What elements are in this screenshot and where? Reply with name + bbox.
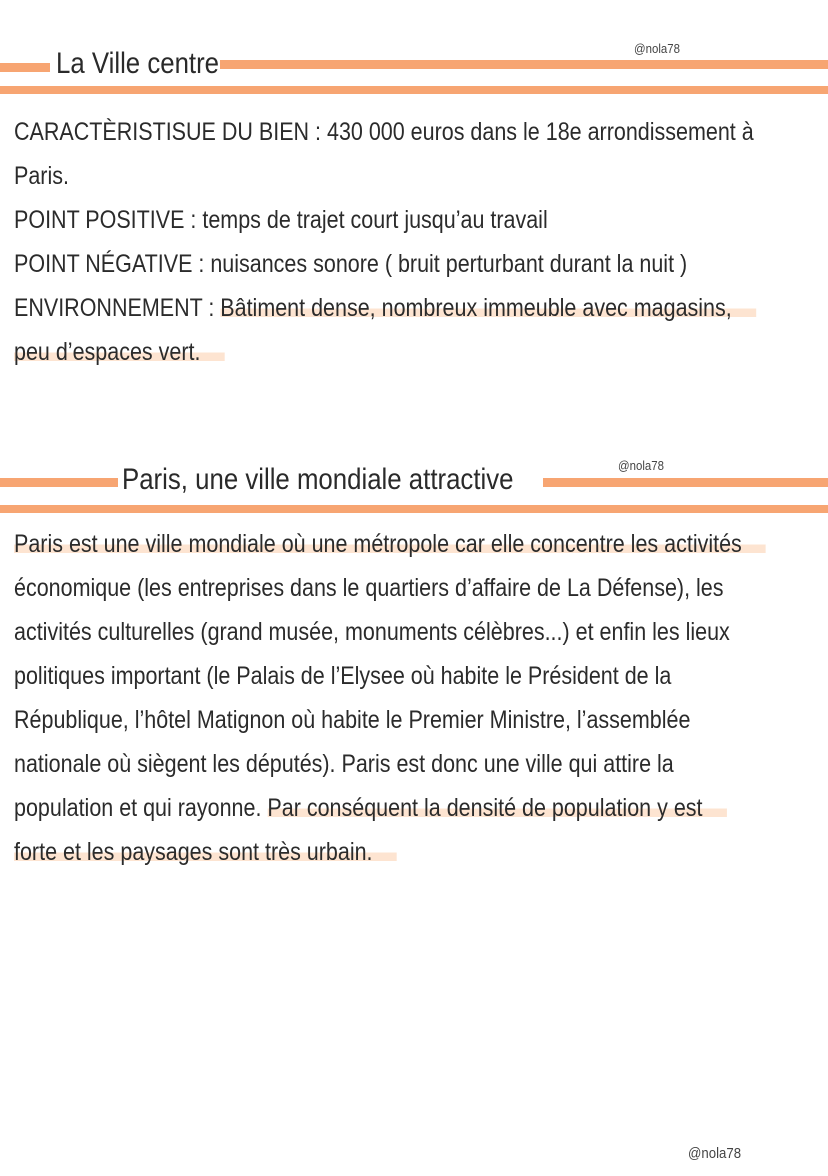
body-line: POINT NÉGATIVE : nuisances sonore ( bruit perturbant durant la nuit ) — [14, 250, 688, 278]
section-title: Paris, une ville mondiale attractive — [122, 463, 514, 496]
highlighted-text: Paris est une ville mondiale où une métropole car elle concentre les activités — [14, 530, 766, 558]
section-body — [14, 522, 788, 874]
section-title: La Ville centre — [56, 47, 220, 80]
body-line: activités culturelles (grand musée, monuments célèbres...) et enfin les lieux — [14, 618, 730, 646]
header-underline — [0, 505, 828, 513]
body-line: économique (les entreprises dans le quartiers d’affaire de La Défense), les — [14, 574, 724, 602]
highlighted-text: Par conséquent la densité de population y est — [267, 794, 726, 822]
body-line — [14, 830, 788, 874]
body-line: Paris. — [14, 162, 69, 190]
section-body — [14, 110, 788, 374]
header-bar-long — [543, 478, 828, 487]
header-underline — [0, 86, 828, 94]
highlighted-text: peu d’espaces vert. — [14, 338, 225, 366]
body-line — [14, 330, 788, 374]
env-label: ENVIRONNEMENT : — [14, 294, 221, 322]
footer-handle: @nola78 — [688, 1145, 742, 1162]
body-line — [14, 786, 788, 830]
highlighted-text: Bâtiment dense, nombreux immeuble avec magasins, — [220, 294, 756, 322]
body-line — [14, 522, 788, 566]
body-line: République, l’hôtel Matignon où habite le Premier Ministre, l’assemblée — [14, 706, 691, 734]
header-bar-short — [0, 63, 50, 72]
body-line: POINT POSITIVE : temps de trajet court jusqu’au travail — [14, 206, 548, 234]
body-line: CARACTÈRISTISUE DU BIEN : 430 000 euros dans le 18e arrondissement à — [14, 118, 754, 146]
author-handle: @nola78 — [618, 458, 664, 473]
highlighted-text: forte et les paysages sont très urbain. — [14, 838, 397, 866]
header-bar-short — [0, 478, 118, 487]
body-line: nationale où siègent les députés). Paris est donc une ville qui attire la — [14, 750, 674, 778]
header-bar-long — [220, 60, 828, 69]
plain-text: population et qui rayonne. — [14, 794, 268, 822]
author-handle: @nola78 — [634, 41, 680, 56]
body-line — [14, 286, 788, 330]
body-line: politiques important (le Palais de l’Elysee où habite le Président de la — [14, 662, 672, 690]
